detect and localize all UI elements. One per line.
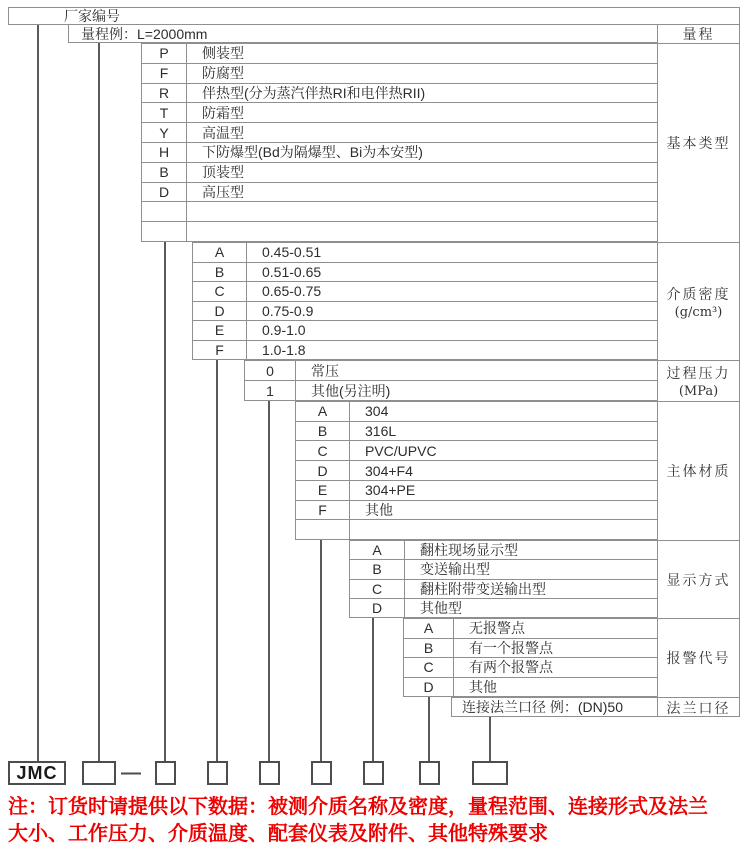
table-row [296,402,657,422]
table-row [142,183,657,203]
factory-number-box [8,7,740,25]
section-label-column [657,24,740,717]
table-row [142,222,657,241]
code-cell: C [404,658,454,677]
table-row [296,501,657,521]
desc-cell: 其他(另注明) [311,382,391,399]
desc-cell: 侧装型 [202,45,244,62]
desc-cell: 0.45-0.51 [262,244,322,261]
section-label-range: 量程 [658,25,739,44]
code-cell: C [193,282,247,301]
code-box-material [311,761,332,785]
desc-cell: 1.0-1.8 [262,341,306,358]
desc-cell: 防腐型 [202,65,244,82]
code-cell: D [142,183,187,202]
table-row [142,163,657,183]
table-row [142,202,657,222]
code-cell: D [404,678,454,697]
flange-text: 连接法兰口径 例：(DN)50 [462,699,624,715]
code-cell [296,520,350,539]
table-row [350,580,657,599]
code-cell: 1 [245,381,296,400]
section-label-pressure: 过程压力 (MPa) [658,361,739,402]
dash-separator: — [121,761,141,784]
table-row [296,481,657,501]
code-cell: C [350,580,405,598]
desc-cell: 其他 [365,501,393,518]
section-label-basic-type: 基本类型 [658,44,739,243]
code-cell: B [350,560,405,578]
code-cell: B [404,639,454,658]
table-row [193,341,657,360]
table-row [142,44,657,64]
table-row [350,599,657,617]
table-row [193,282,657,302]
alarm-table [403,618,657,697]
code-cell: 0 [245,361,296,380]
code-cell: F [193,341,247,360]
table-row [245,381,657,400]
section-label-display: 显示方式 [658,541,739,619]
section-label-material: 主体材质 [658,402,739,541]
table-row [404,619,657,639]
code-cell: C [296,441,350,460]
connector-line [268,401,270,761]
code-cell: A [193,243,247,262]
pressure-table [244,360,657,401]
code-cell [142,202,187,221]
code-cell: E [296,481,350,500]
code-cell: E [193,321,247,340]
order-note-line2: 大小、工作压力、介质温度、配套仪表及附件、其他特殊要求 [8,823,548,845]
table-row [404,678,657,697]
code-cell: D [350,599,405,617]
table-row [245,361,657,381]
factory-number-label: 厂家编号 [64,8,120,24]
connector-line [37,25,39,761]
desc-cell: 无报警点 [469,620,525,637]
code-box-range [82,761,116,785]
table-row [296,520,657,539]
code-cell: D [193,302,247,321]
desc-cell [187,202,657,221]
code-box-alarm [419,761,440,785]
code-cell: T [142,103,187,122]
desc-cell: 高温型 [202,124,244,141]
desc-cell: 304 [365,403,389,420]
table-row [350,541,657,560]
desc-cell: 高压型 [202,183,244,200]
table-row [142,143,657,163]
desc-cell: 316L [365,423,397,440]
desc-cell: 有一个报警点 [469,639,553,656]
desc-cell: 304+PE [365,482,416,499]
basic-type-table [141,43,657,242]
code-cell: D [296,461,350,480]
connector-line [164,242,166,761]
code-box-density [207,761,228,785]
material-table [295,401,657,540]
code-cell: P [142,44,187,63]
desc-cell [350,520,657,539]
table-row [350,560,657,579]
table-row [296,461,657,481]
code-cell: A [296,402,350,421]
connector-line [428,697,430,761]
code-cell [142,222,187,241]
desc-cell: 变送输出型 [420,561,490,578]
table-row [404,658,657,678]
model-prefix-box [8,761,66,785]
desc-cell: 有两个报警点 [469,659,553,676]
connector-line [489,717,491,761]
table-row [404,639,657,659]
density-table [192,242,657,360]
table-row [142,103,657,123]
desc-cell: 0.75-0.9 [262,302,314,319]
desc-cell: 304+F4 [365,462,413,479]
section-label-alarm: 报警代号 [658,619,739,698]
code-cell: F [296,501,350,520]
order-note [8,794,748,848]
section-label-density: 介质密度 (g/cm³) [658,243,739,361]
desc-cell: 翻柱现场显示型 [420,542,518,559]
table-row [193,302,657,322]
desc-cell: PVC/UPVC [365,442,437,459]
table-row [142,64,657,84]
code-cell: F [142,64,187,83]
connector-line [320,540,322,761]
desc-cell: 翻柱附带变送输出型 [420,580,546,597]
code-cell: H [142,143,187,162]
connector-line [98,43,100,761]
table-row [142,123,657,143]
desc-cell: 0.51-0.65 [262,263,322,280]
table-row [193,263,657,283]
table-row [193,243,657,263]
desc-cell: 其他 [469,678,497,695]
model-prefix-text: JMC [16,762,58,783]
code-box-flange [472,761,508,785]
table-row [193,321,657,341]
table-row [142,84,657,104]
flange-row [451,697,657,717]
code-cell: B [296,422,350,441]
code-box-basic-type [155,761,176,785]
code-box-pressure [259,761,280,785]
section-label-flange: 法兰口径 [666,701,731,717]
code-box-display [363,761,384,785]
desc-cell: 顶装型 [202,164,244,181]
table-row [296,441,657,461]
range-example-text: 量程例：L=2000mm [81,25,208,42]
desc-cell: 0.65-0.75 [262,283,322,300]
desc-cell: 防霜型 [202,104,244,121]
range-row [68,24,657,43]
connector-line [216,360,218,761]
order-note-line1: 注：订货时请提供以下数据：被测介质名称及密度，量程范围、连接形式及法兰 [8,796,708,818]
code-cell: A [404,619,454,638]
code-cell: B [193,263,247,282]
table-row [296,422,657,442]
desc-cell [187,222,657,241]
connector-line [372,618,374,761]
code-cell: A [350,541,405,559]
desc-cell: 伴热型(分为蒸汽伴热RI和电伴热RII) [202,85,426,101]
desc-cell: 常压 [311,362,339,379]
desc-cell: 0.9-1.0 [262,322,306,339]
code-cell: R [142,84,187,103]
display-table [349,540,657,618]
code-cell: Y [142,123,187,142]
desc-cell: 下防爆型(Bd为隔爆型、Bi为本安型) [202,144,423,161]
desc-cell: 其他型 [420,599,462,616]
code-cell: B [142,163,187,182]
